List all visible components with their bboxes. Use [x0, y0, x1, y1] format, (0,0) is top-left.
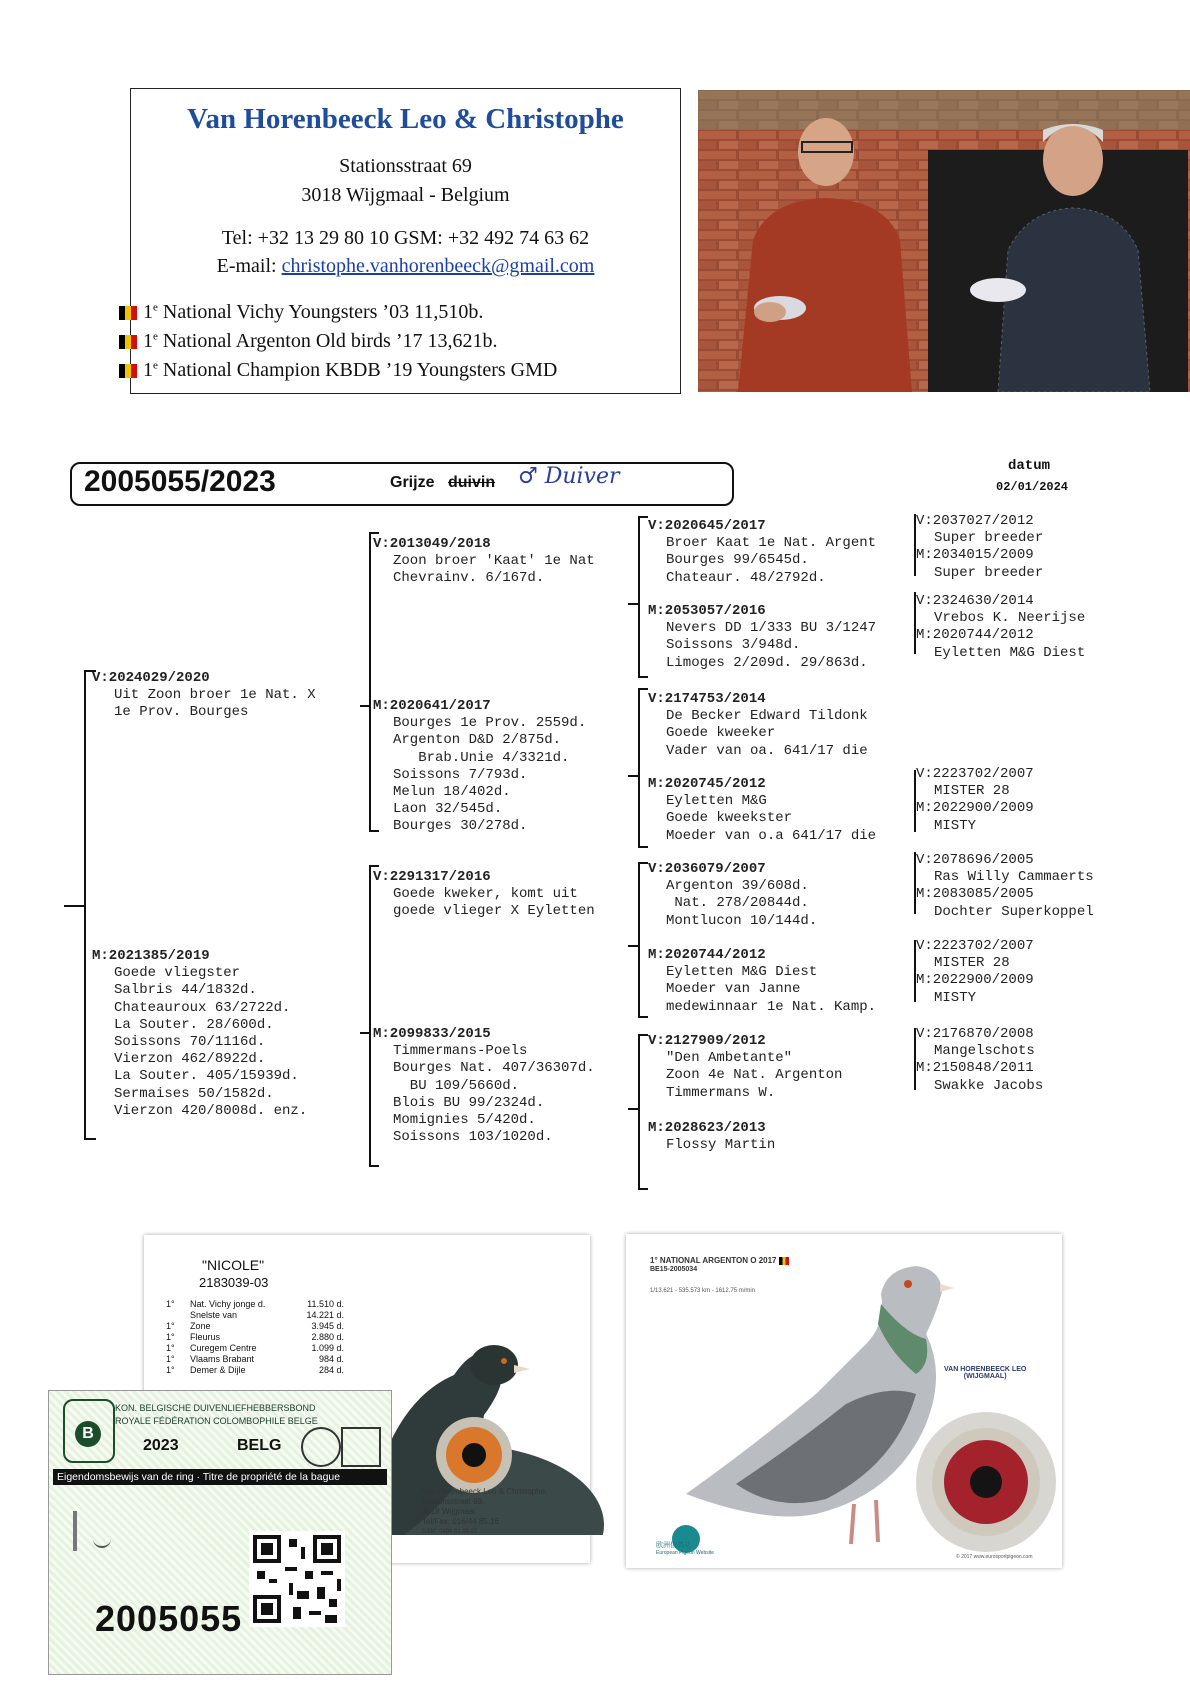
fff-entry: V:2020645/2017 Broer Kaat 1e Nat. Argent Bourges 99/6545d. Chateaur. 48/2792d.: [648, 518, 877, 586]
belgian-flag-icon: [119, 364, 137, 378]
mff-entry: V:2036079/2007 Argenton 39/608d. Nat. 278/20844d. Montlucon 10/144d.: [648, 861, 818, 929]
ring-number: 2005055: [95, 1598, 243, 1639]
fm-entry: M:2020641/2017 Bourges 1e Prov. 2559d. Argenton D&D 2/875d. Brab.Unie 4/3321d. Soissons 7/793d. Melun 18/402d. Laon 32/545d. Bourges 30/278d.: [373, 698, 587, 835]
fmm-entry: M:2020745/2012 Eyletten M&G Goede kweekster Moeder van o.a 641/17 die: [648, 776, 877, 844]
argenton-site: 欧洲信鸽站 European Pigeon Website: [656, 1542, 715, 1556]
breeder-email-line: [131, 255, 680, 278]
qr-code-icon: [249, 1531, 345, 1627]
org-name-fr: ROYALE FÉDÉRATION COLOMBOPHILE BELGE: [115, 1416, 318, 1426]
nicole-results: 1° Nat. Vichy jonge d. 11.510 d. Snelste van 14.221 d. 1° Zone 3.945 d. 1° Fleurus 2.880 d. 1° Curegem Centre 1.099 d. 1° Vlaams Brabant 984 d. 1° Demer & Dijle 284 d.: [166, 1299, 344, 1375]
breeders-photo: [698, 90, 1190, 392]
fmf-entry: V:2174753/2014 De Becker Edward Tildonk Goede kweeker Vader van oa. 641/17 die: [648, 691, 868, 759]
ring-hole-icon: [93, 1537, 111, 1548]
achievement-2: 1e National Argenton Old birds ’17 13,621b.: [119, 330, 498, 353]
g4-entry: V:2324630/2014 Vrebos K. Neerijse M:2020744/2012 Eyletten M&G Diest: [916, 593, 1086, 661]
breeder-name: Van Horenbeeck Leo & Christophe: [187, 103, 624, 135]
ownership-title: Eigendomsbewijs van de ring · Titre de propriété de la bague: [53, 1469, 387, 1485]
argenton-card: [626, 1234, 1062, 1568]
pigeon-ring-number: 2005055/2023: [84, 465, 276, 498]
nicole-name: "NICOLE": [202, 1257, 265, 1273]
email-link[interactable]: christophe.vanhorenbeeck@gmail.com: [281, 255, 595, 277]
argenton-footer: © 2017 www.eurosportpigeon.com: [956, 1554, 1033, 1560]
argenton-title: 1° NATIONAL ARGENTON O 2017: [650, 1256, 795, 1265]
nicole-ring: 2183039-03: [199, 1275, 269, 1290]
pigeon-color: Grijze: [390, 474, 435, 491]
ff-entry: V:2013049/2018 Zoon broer 'Kaat' 1e Nat Chevrainv. 6/167d.: [373, 536, 595, 587]
ffm-entry: M:2053057/2016 Nevers DD 1/333 BU 3/1247 Soissons 3/948d. Limoges 2/209d. 29/863d.: [648, 603, 877, 671]
argenton-owner: VAN HORENBEECK LEO (WIJGMAAL): [944, 1366, 1027, 1380]
breeder-phone: Tel: +32 13 29 80 10 GSM: +32 492 74 63 62: [221, 227, 590, 249]
date-value: 02/01/2024: [996, 480, 1069, 494]
globe-icon: [301, 1427, 341, 1467]
mf-entry: V:2291317/2016 Goede kweker, komt uit goede vlieger X Eyletten: [373, 869, 595, 920]
ring-pin-icon: [73, 1511, 77, 1551]
g4-entry: V:2037027/2012 Super breeder M:2034015/2009 Super breeder: [916, 513, 1044, 581]
mmm-entry: M:2028623/2013 Flossy Martin: [648, 1120, 776, 1154]
org-name-nl: KON. BELGISCHE DUIVENLIEFHEBBERSBOND: [115, 1403, 316, 1413]
ring-year: 2023: [143, 1437, 179, 1454]
breeder-city: 3018 Wijgmaal - Belgium: [301, 184, 510, 206]
breeder-header: [130, 88, 681, 394]
argenton-pigeon-photo: [646, 1244, 1056, 1564]
federation-seal-icon: [341, 1427, 381, 1467]
mfm-entry: M:2020744/2012 Eyletten M&G Diest Moeder van Janne medewinnaar 1e Nat. Kamp.: [648, 947, 877, 1015]
struck-sex: duivin: [448, 474, 496, 491]
nicole-owner-block: Van Horenbeeck Leo & Christophe, Stationsstraat 69, 3018 Wijgmaal. Tel/Fax: 016/44.85.16 GSM: 0498 61.95.87: [422, 1487, 548, 1535]
breeder-street: Stationsstraat 69: [339, 155, 472, 177]
achievement-1: 1e National Vichy Youngsters ’03 11,510b.: [119, 301, 483, 324]
achievement-3: 1e National Champion KBDB ’19 Youngsters GMD: [119, 359, 557, 382]
email-label: E-mail:: [216, 255, 282, 277]
mm-entry: M:2099833/2015 Timmermans-Poels Bourges Nat. 407/36307d. BU 109/5660d. Blois BU 99/2324d. Momignies 5/420d. Soissons 103/1020d.: [373, 1026, 595, 1146]
belgian-flag-icon: [119, 335, 137, 349]
handwritten-sex: ♂ Duiver: [518, 464, 620, 489]
mmf-entry: V:2127909/2012 "Den Ambetante" Zoon 4e Nat. Argenton Timmermans W.: [648, 1033, 843, 1101]
kbdb-crown-logo: B: [63, 1399, 115, 1463]
ring-ownership-card: [48, 1390, 392, 1675]
ring-country: BELG: [237, 1437, 282, 1454]
date-label: datum: [1008, 458, 1051, 474]
g4-entry: V:2223702/2007 MISTER 28 M:2022900/2009 MISTY: [916, 766, 1034, 834]
belgian-flag-icon: [119, 306, 137, 320]
mother-entry: M:2021385/2019 Goede vliegster Salbris 44/1832d. Chateauroux 63/2722d. La Souter. 28/600d. Soissons 70/1116d. Vierzon 462/8922d. La Souter. 405/15939d. Sermaises 50/1582d. Vierzon 420/8008d. enz.: [92, 948, 308, 1119]
g4-entry: V:2176870/2008 Mangelschots M:2150848/2011 Swakke Jacobs: [916, 1026, 1044, 1094]
father-entry: V:2024029/2020 Uit Zoon broer 1e Nat. X 1e Prov. Bourges: [92, 670, 316, 721]
g4-entry: V:2223702/2007 MISTER 28 M:2022900/2009 MISTY: [916, 938, 1034, 1006]
argenton-stats: 1/13.621 - 535.573 km - 1612.75 m/min: [650, 1288, 756, 1294]
argenton-ring: BE15-2005034: [650, 1266, 698, 1273]
g4-entry: V:2078696/2005 Ras Willy Cammaerts M:2083085/2005 Dochter Superkoppel: [916, 852, 1094, 920]
